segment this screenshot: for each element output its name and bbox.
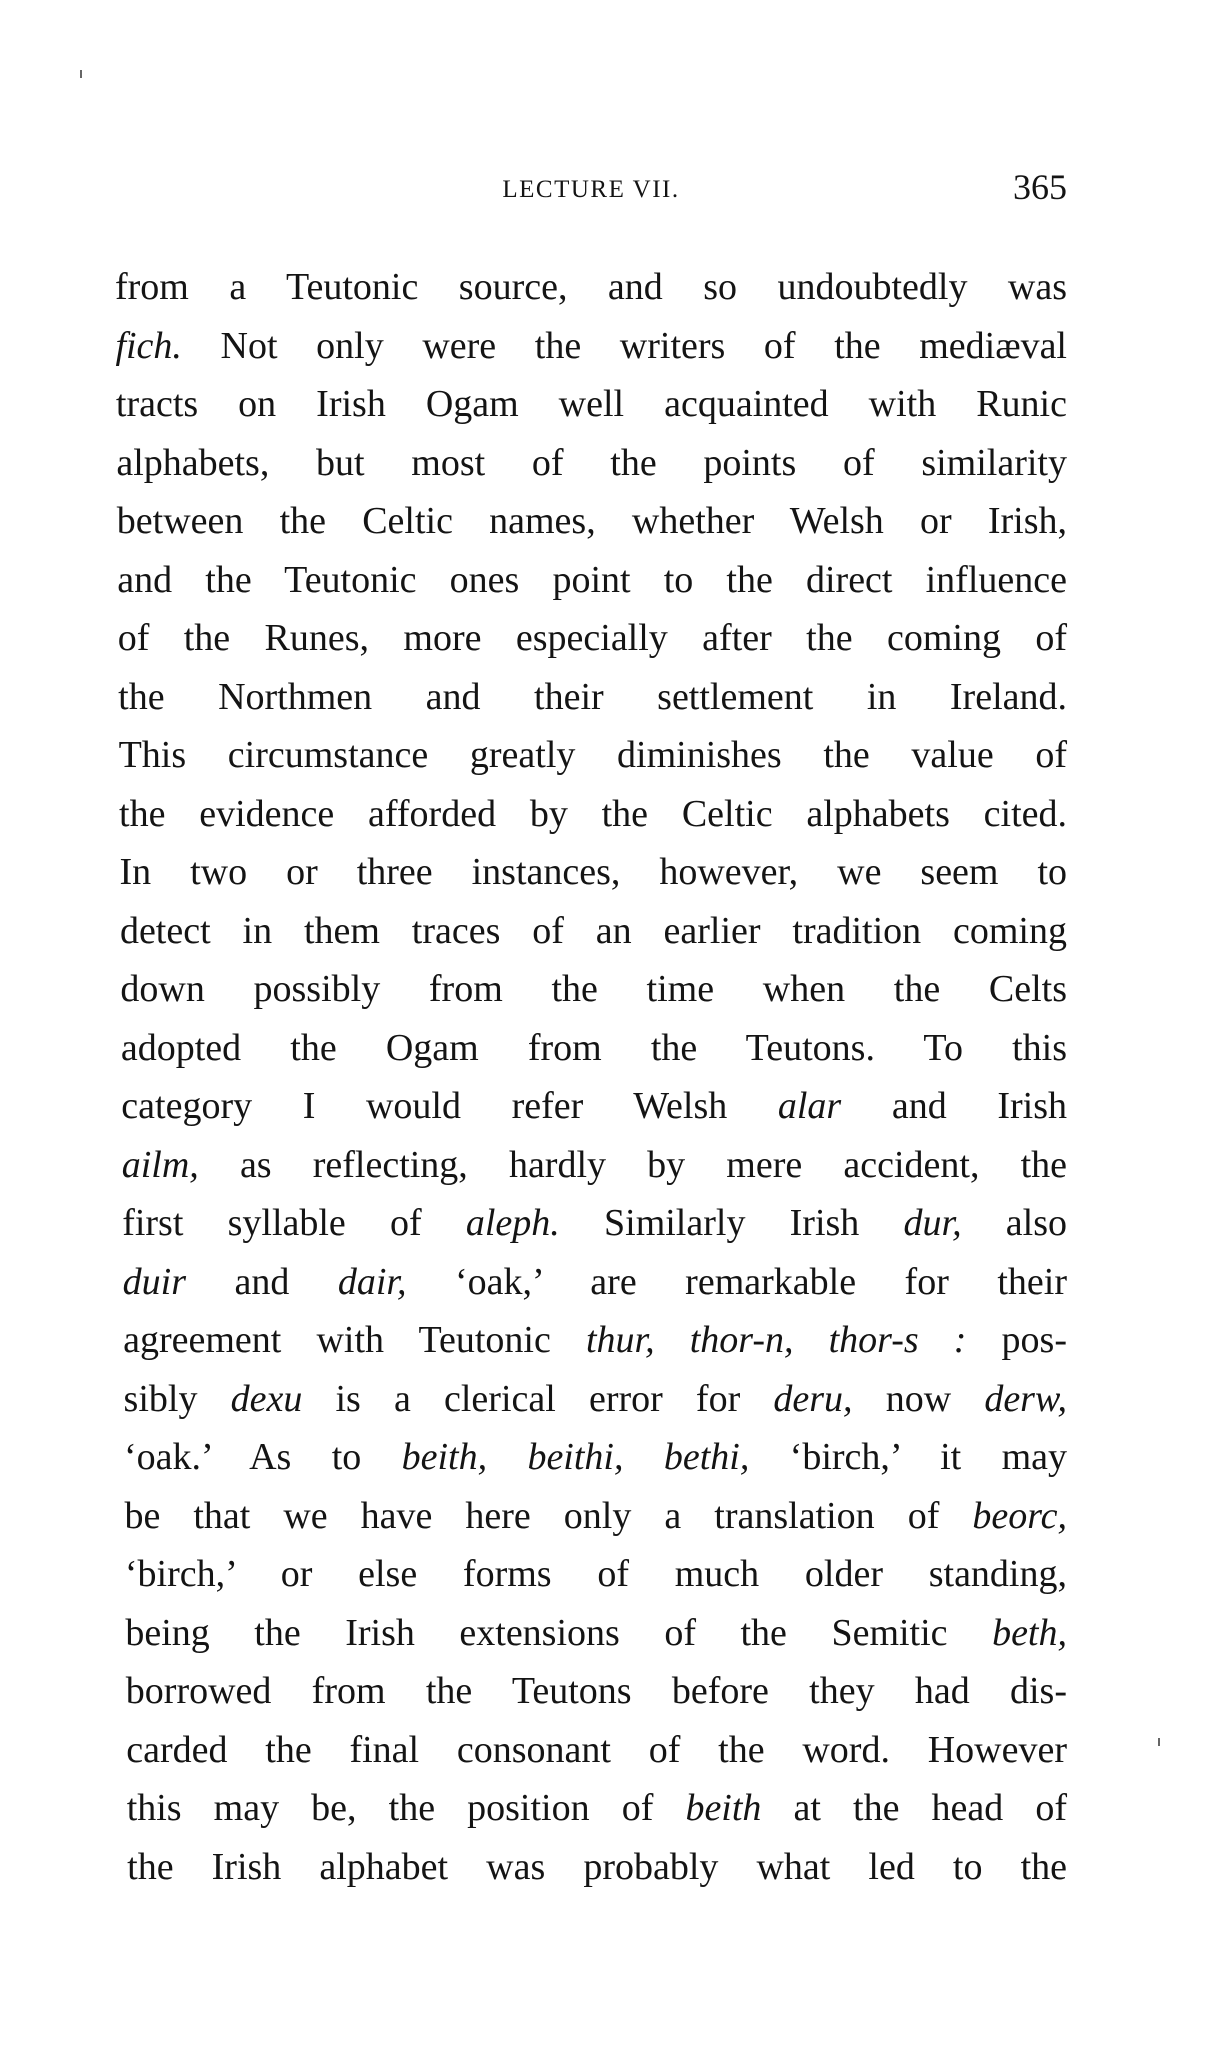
text-line bbox=[115, 258, 1067, 317]
text-run: agreement with Teutonic bbox=[123, 1319, 586, 1361]
text-run: is a clerical error for bbox=[302, 1377, 774, 1420]
italic-text: duir bbox=[122, 1260, 186, 1303]
italic-text: beith, beithi, bethi, bbox=[401, 1436, 750, 1478]
text-run: also bbox=[961, 1202, 1067, 1244]
italic-text: fich. bbox=[115, 324, 182, 367]
italic-text: thur, thor-n, thor-s : bbox=[585, 1319, 967, 1361]
text-line bbox=[115, 551, 1067, 610]
text-run: being the Irish extensions of the Semitic bbox=[125, 1611, 993, 1654]
italic-text: dexu bbox=[230, 1377, 303, 1420]
text-line bbox=[115, 1428, 1067, 1487]
text-line bbox=[115, 1311, 1067, 1370]
text-run: borrowed from the Teutons before they had dis- bbox=[125, 1670, 1067, 1712]
italic-text: beth, bbox=[992, 1611, 1067, 1654]
text-run: ‘birch,’ or else forms of much older standing, bbox=[124, 1553, 1067, 1595]
text-line bbox=[115, 902, 1067, 961]
text-run: ‘oak.’ As to bbox=[124, 1436, 402, 1478]
text-run: this may be, the position of bbox=[126, 1787, 686, 1829]
text-run: and bbox=[186, 1260, 338, 1303]
text-run: the evidence afforded by the Celtic alphabets cited. bbox=[119, 792, 1067, 835]
text-line bbox=[115, 1136, 1067, 1195]
text-run: This circumstance greatly diminishes the value of bbox=[118, 734, 1067, 776]
italic-text: alar bbox=[777, 1085, 842, 1127]
scan-speck bbox=[80, 70, 82, 78]
text-run: alphabets, but most of the points of similarity bbox=[116, 441, 1067, 484]
text-run: now bbox=[852, 1377, 985, 1420]
italic-text: beith bbox=[685, 1787, 762, 1829]
text-line bbox=[115, 1077, 1067, 1136]
text-run: carded the final consonant of the word. However bbox=[126, 1728, 1067, 1771]
text-run: detect in them traces of an earlier tradition coming bbox=[119, 909, 1067, 952]
text-run: the Northmen and their settlement in Ireland. bbox=[118, 675, 1067, 718]
text-line bbox=[115, 785, 1067, 844]
text-run: sibly bbox=[123, 1377, 231, 1420]
text-run: In two or three instances, however, we seem to bbox=[119, 851, 1067, 893]
text-run: and Irish bbox=[841, 1085, 1067, 1127]
text-run: from a Teutonic source, and so undoubtedly was bbox=[115, 266, 1067, 308]
text-line bbox=[115, 1838, 1067, 1897]
text-run: Similarly Irish bbox=[559, 1202, 904, 1244]
text-line bbox=[115, 726, 1067, 785]
text-line bbox=[115, 1779, 1067, 1838]
text-run: pos- bbox=[966, 1319, 1067, 1361]
text-line bbox=[115, 1721, 1067, 1780]
text-line bbox=[115, 960, 1067, 1019]
italic-text: dair, bbox=[337, 1260, 407, 1303]
body-text bbox=[115, 258, 1067, 1896]
text-line bbox=[115, 492, 1067, 551]
text-run: as reflecting, hardly by mere accident, the bbox=[198, 1143, 1067, 1186]
text-line bbox=[115, 434, 1067, 493]
text-line bbox=[115, 1487, 1067, 1546]
text-run: ‘birch,’ it may bbox=[749, 1436, 1067, 1478]
text-run: at the head of bbox=[761, 1787, 1067, 1829]
text-run: Not only were the writers of the mediæval bbox=[181, 324, 1067, 367]
text-line bbox=[115, 1194, 1067, 1253]
italic-text: deru, bbox=[773, 1377, 853, 1420]
page-header bbox=[115, 166, 1067, 212]
text-run: ‘oak,’ are remarkable for their bbox=[406, 1260, 1067, 1303]
text-run: down possibly from the time when the Celts bbox=[120, 968, 1067, 1010]
text-run: tracts on Irish Ogam well acquainted with Runic bbox=[115, 383, 1067, 425]
text-line bbox=[115, 1253, 1067, 1312]
running-title: LECTURE VII. bbox=[502, 176, 680, 203]
text-line bbox=[115, 317, 1067, 376]
italic-text: derw, bbox=[984, 1377, 1067, 1420]
text-run: and the Teutonic ones point to the direct influence bbox=[117, 558, 1067, 601]
text-line bbox=[115, 1662, 1067, 1721]
italic-text: dur, bbox=[903, 1202, 962, 1244]
text-line bbox=[115, 609, 1067, 668]
italic-text: beorc, bbox=[972, 1494, 1067, 1537]
text-run: between the Celtic names, whether Welsh or Irish, bbox=[116, 500, 1067, 542]
text-line bbox=[115, 1545, 1067, 1604]
text-line bbox=[115, 375, 1067, 434]
text-run: of the Runes, more especially after the coming of bbox=[117, 617, 1067, 659]
text-run: adopted the Ogam from the Teutons. To this bbox=[120, 1026, 1067, 1069]
text-run: be that we have here only a translation of bbox=[124, 1494, 973, 1537]
text-line bbox=[115, 1370, 1067, 1429]
text-line bbox=[115, 668, 1067, 727]
italic-text: aleph. bbox=[465, 1202, 560, 1244]
page-number: 365 bbox=[1013, 167, 1067, 207]
text-line bbox=[115, 1019, 1067, 1078]
text-run: first syllable of bbox=[122, 1202, 466, 1244]
scan-speck bbox=[1158, 1738, 1160, 1746]
text-run: the Irish alphabet was probably what led to the bbox=[127, 1845, 1067, 1888]
italic-text: ailm, bbox=[121, 1143, 199, 1186]
text-line bbox=[115, 1604, 1067, 1663]
text-line bbox=[115, 843, 1067, 902]
text-run: category I would refer Welsh bbox=[121, 1085, 778, 1127]
